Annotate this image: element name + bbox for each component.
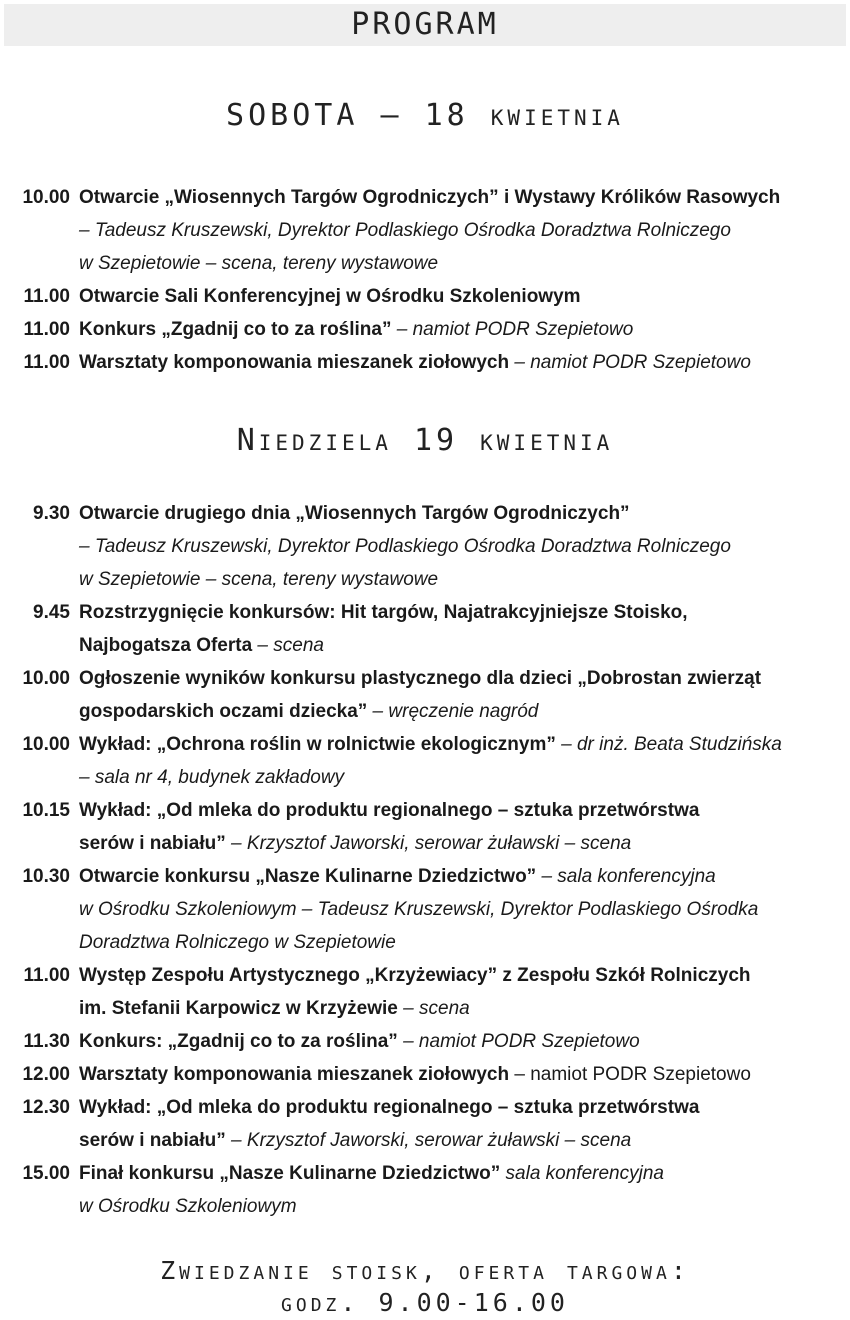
description-text: – namiot PODR Szepietowo — [509, 352, 751, 373]
schedule-description — [79, 497, 839, 596]
description-text: Otwarcie konkursu „Nasze Kulinarne Dziedzictwo” — [79, 866, 537, 887]
description-line — [79, 181, 839, 214]
schedule-time: 15.00 — [22, 1163, 70, 1184]
description-line — [79, 1157, 839, 1190]
description-text: Najbogatsza Oferta — [79, 635, 253, 656]
schedule-time: 10.00 — [22, 668, 70, 689]
description-text: sala konferencyjna — [500, 1163, 664, 1184]
schedule-description — [79, 728, 839, 794]
description-line — [79, 992, 839, 1025]
description-line — [79, 596, 839, 629]
description-text: w Ośrodku Szkoleniowym — [79, 1196, 297, 1217]
description-line — [79, 313, 839, 346]
description-line — [79, 794, 839, 827]
description-line — [79, 280, 839, 313]
schedule-item — [0, 497, 850, 596]
description-text: – namiot PODR Szepietowo — [397, 1031, 640, 1052]
description-line — [79, 530, 839, 563]
description-text: Warsztaty komponowania mieszanek ziołowych — [79, 352, 510, 373]
schedule-item — [0, 662, 850, 728]
description-text: w Szepietowie – scena, tereny wystawowe — [79, 569, 439, 590]
description-text: – sala nr 4, budynek zakładowy — [79, 767, 345, 788]
description-line — [79, 893, 839, 926]
schedule-time: 12.00 — [22, 1064, 70, 1085]
schedule-item — [0, 596, 850, 662]
schedule-item — [0, 181, 850, 280]
description-text: – sala konferencyjna — [536, 866, 716, 887]
schedule-item — [0, 280, 850, 313]
schedule-time: 11.30 — [23, 1031, 70, 1052]
schedule-description — [79, 959, 839, 1025]
schedule-time: 12.30 — [22, 1097, 70, 1118]
description-text: – Tadeusz Kruszewski, Dyrektor Podlaskiego Ośrodka Doradztwa Rolniczego — [79, 536, 731, 557]
footer-hours: godz. 9.00-16.00 — [281, 1288, 569, 1317]
description-text: – wręczenie nagród — [367, 701, 539, 722]
description-text: w Ośrodku Szkoleniowym – Tadeusz Kruszewski, Dyrektor Podlaskiego Ośrodka — [79, 899, 759, 920]
day1-title: SOBOTA – 18 kwietnia — [226, 98, 624, 133]
schedule-description — [79, 860, 839, 959]
schedule-time: 11.00 — [23, 319, 70, 340]
description-text: Otwarcie „Wiosennych Targów Ogrodniczych” i Wystawy Królików Rasowych — [79, 187, 781, 208]
description-text: Doradztwa Rolniczego w Szepietowie — [79, 932, 396, 953]
description-text: Otwarcie Sali Konferencyjnej w Ośrodku Szkoleniowym — [79, 286, 581, 307]
description-text: Wykład: „Od mleka do produktu regionalnego – sztuka przetwórstwa — [79, 800, 700, 821]
schedule-description — [79, 794, 839, 860]
schedule-time: 9.30 — [33, 503, 70, 524]
description-line — [79, 563, 839, 596]
description-line — [79, 1091, 839, 1124]
description-line — [79, 860, 839, 893]
description-text: Wykład: „Od mleka do produktu regionalnego – sztuka przetwórstwa — [79, 1097, 700, 1118]
description-text: – Krzysztof Jaworski, serowar żuławski – scena — [225, 833, 632, 854]
description-line — [79, 629, 839, 662]
description-line — [79, 1025, 839, 1058]
description-line — [79, 695, 839, 728]
schedule-item — [0, 1091, 850, 1157]
description-line — [79, 346, 839, 379]
description-text: – namiot PODR Szepietowo — [509, 1064, 751, 1085]
schedule-item — [0, 1058, 850, 1091]
schedule-description — [79, 1091, 839, 1157]
schedule-description — [79, 280, 839, 313]
description-text: – scena — [252, 635, 324, 656]
description-text: Występ Zespołu Artystycznego „Krzyżewiacy” z Zespołu Szkół Rolniczych — [79, 965, 751, 986]
schedule-description — [79, 596, 839, 662]
description-line — [79, 926, 839, 959]
schedule-time: 11.00 — [23, 965, 70, 986]
description-line — [79, 728, 839, 761]
description-line — [79, 827, 839, 860]
description-line — [79, 247, 839, 280]
schedule-description — [79, 346, 839, 379]
description-text: Warsztaty komponowania mieszanek ziołowych — [79, 1064, 510, 1085]
day2-schedule — [0, 497, 850, 1223]
schedule-description — [79, 1058, 839, 1091]
description-text: Konkurs: „Zgadnij co to za roślina” — [79, 1031, 398, 1052]
schedule-time: 10.00 — [22, 734, 70, 755]
schedule-time: 11.00 — [23, 352, 70, 373]
day2-title: Niedziela 19 kwietnia — [236, 423, 614, 458]
schedule-time: 10.30 — [22, 866, 70, 887]
schedule-description — [79, 662, 839, 728]
description-text: w Szepietowie – scena, tereny wystawowe — [79, 253, 439, 274]
description-text: gospodarskich oczami dziecka” — [79, 701, 368, 722]
description-text: Otwarcie drugiego dnia „Wiosennych Targów Ogrodniczych” — [79, 503, 630, 524]
schedule-item — [0, 794, 850, 860]
description-text: serów i nabiału” — [79, 1130, 226, 1151]
schedule-description — [79, 313, 839, 346]
description-text: serów i nabiału” — [79, 833, 226, 854]
description-line — [79, 1124, 839, 1157]
description-text: – namiot PODR Szepietowo — [391, 319, 634, 340]
description-line — [79, 214, 839, 247]
schedule-item — [0, 1157, 850, 1223]
description-text: Konkurs „Zgadnij co to za roślina” — [79, 319, 392, 340]
footer-visiting-info: Zwiedzanie stoisk, oferta targowa: — [160, 1256, 690, 1285]
description-line — [79, 497, 839, 530]
description-text: – Krzysztof Jaworski, serowar żuławski – scena — [225, 1130, 632, 1151]
schedule-item — [0, 860, 850, 959]
description-text: – scena — [397, 998, 470, 1019]
schedule-item — [0, 728, 850, 794]
day1-schedule — [0, 181, 850, 379]
description-text: – Tadeusz Kruszewski, Dyrektor Podlaskiego Ośrodka Doradztwa Rolniczego — [79, 220, 731, 241]
description-line — [79, 662, 839, 695]
description-text: Rozstrzygnięcie konkursów: Hit targów, Najatrakcyjniejsze Stoisko, — [79, 602, 688, 623]
description-line — [79, 761, 839, 794]
description-text: Wykład: „Ochrona roślin w rolnictwie ekologicznym” — [79, 734, 556, 755]
schedule-item — [0, 959, 850, 1025]
schedule-item — [0, 1025, 850, 1058]
schedule-description — [79, 181, 839, 280]
description-text: Ogłoszenie wyników konkursu plastycznego dla dzieci „Dobrostan zwierząt — [79, 668, 762, 689]
description-text: Finał konkursu „Nasze Kulinarne Dziedzictwo” — [79, 1163, 501, 1184]
description-text: im. Stefanii Karpowicz w Krzyżewie — [79, 998, 398, 1019]
schedule-time: 9.45 — [33, 602, 70, 623]
schedule-item — [0, 346, 850, 379]
schedule-time: 11.00 — [23, 286, 70, 307]
schedule-time: 10.15 — [22, 800, 70, 821]
page-title: PROGRAM — [351, 7, 499, 42]
description-text: – dr inż. Beata Studzińska — [555, 734, 782, 755]
schedule-time: 10.00 — [22, 187, 70, 208]
description-line — [79, 1058, 839, 1091]
description-line — [79, 959, 839, 992]
schedule-description — [79, 1157, 839, 1223]
description-line — [79, 1190, 839, 1223]
schedule-item — [0, 313, 850, 346]
schedule-description — [79, 1025, 839, 1058]
